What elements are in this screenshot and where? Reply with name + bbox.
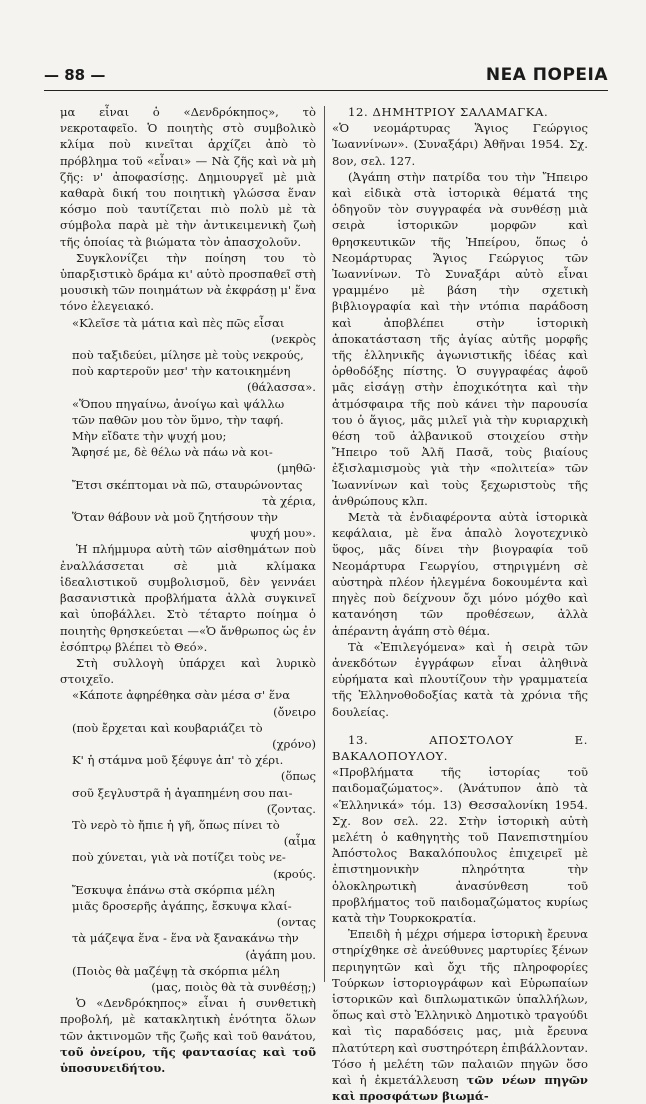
poem-line-continuation: (ζοντας.	[266, 801, 316, 816]
poem-line: Κ' ἡ στάμνα μοῦ ξέφυγε ἀπ' τὸ χέρι.	[72, 753, 284, 768]
poem-quote-2	[60, 396, 316, 542]
poem-line-continuation: (αἷμα	[283, 834, 316, 849]
poem-line: τῶν παθῶν μου τὸν ὕμνο, τὴν ταφή.	[72, 412, 284, 427]
poem-line: (ποὺ ἔρχεται καὶ κουβαριάζει τὸ	[72, 720, 263, 735]
poem-line: Μὴν εἴδατε τὴν ψυχή μου;	[72, 429, 227, 444]
poem-line-continuation: (ὅπως	[280, 769, 316, 784]
poem-line: Ἔσκυψα ἐπάνω στὰ σκόρπια μέλη	[72, 882, 275, 897]
poem-line: Ἔτσι σκέπτομαι νὰ πῶ, σταυρώνοντας	[72, 477, 303, 492]
paragraph: Στὴ συλλογὴ ὑπάρχει καὶ λυρικὸ στοιχεῖο.	[60, 655, 316, 687]
paragraph: Συγκλονίζει τὴν ποίηση του τὸ ὑπαρξιστικὸ δράμα κι' αὐτὸ προσπαθεῖ στὴ μουσικὴ τῶν ποιημάτων νὰ ἐκφράσῃ μ' ἕνα τόνο ἐλεγειακό.	[60, 250, 316, 314]
paragraph-text-bold: τοῦ ὀνείρου, τῆς φαντασίας καὶ τοῦ ὑποσυνειδήτου.	[60, 1044, 316, 1075]
poem-line-continuation: (νεκρὸς	[270, 331, 316, 346]
poem-line: ποὺ καρτεροῦν μεσ' τὴν κατοικημένη	[72, 364, 291, 379]
journal-title: ΝΕΑ ΠΟΡΕΙΑ	[485, 65, 608, 85]
paragraph-text-bold: τῶν νέων πηγῶν καὶ προσφάτων βιωμά-	[332, 1072, 588, 1104]
poem-line-continuation: (θάλασσα».	[247, 380, 316, 395]
poem-line-continuation: (οντας	[276, 915, 316, 930]
entry-heading-13: 13. ΑΠΟΣΤΟΛΟΥ Ε. ΒΑΚΑΛΟΠΟΥΛΟΥ.	[332, 732, 588, 763]
poem-quote-3	[60, 687, 316, 995]
paragraph: μα εἶναι ὁ «Δενδρόκηπος», τὸ νεκροταφεῖο. Ὁ ποιητὴς στὸ συμβολικὸ κλίμα ποὺ κινεῖται ἀρχίζει ἀπὸ τὸ πρόβλημα τοῦ «εἶναι» — Νὰ ζῆς καὶ νὰ μὴ ζῆς: ν' ἀποφασίσῃς. Δημιουργεῖ μὲ μιὰ καθαρὰ δική του ποιητικὴ γλώσσα ἕναν κόσμο ποὺ ταυτίζεται πιὸ πολὺ μὲ τὰ σύμβολα παρὰ μὲ τὴν ἀντικειμενικὴ ζωὴ τῆς ὁποίας τὰ βιώματα τὸν ἀπασχολοῦν.	[60, 105, 316, 249]
column-divider	[324, 106, 325, 982]
paragraph-text: Ὁ «Δενδρόκηπος» εἶναι ἡ συνθετικὴ προβολή, μὲ κατακλητικὴ ἑνότητα ὅλων τῶν ἀκτινομῶν τῆς ζωῆς καὶ τοῦ θανάτου,	[60, 996, 316, 1043]
poem-line-continuation: (μηθῶ·	[276, 461, 316, 476]
poem-line: τὰ μάζεψα ἕνα - ἕνα νὰ ξανακάνω τὴν	[72, 931, 299, 946]
poem-line: μιᾶς δροσερῆς ἀγάπης, ἔσκυψα κλαί-	[72, 898, 292, 913]
poem-line-continuation: (ἀγάπη μου.	[245, 947, 316, 962]
poem-line: Τὸ νερὸ τὸ ἤπιε ἡ γῆ, ὅπως πίνει τὸ	[72, 817, 280, 832]
entry-citation: «Ὁ νεομάρτυρας Ἅγιος Γεώργιος Ἰωαννίνων». (Συναξάρι) Ἀθῆναι 1954. Σχ. 8ον, σελ. 127.	[332, 121, 588, 168]
paragraph: Ἡ πλήμμυρα αὐτὴ τῶν αἰσθημάτων ποὺ ἐναλλάσσεται σὲ μιὰ κλίμακα ἰδεαλιστικοῦ συμβολισμοῦ, δὲν γεννάει βασανιστικὰ προβλήματα ἀλλὰ συγκινεῖ καὶ ὑποβάλλει. Στὸ τέταρτο ποίημα ὁ ποιητὴς θρησκεύεται —«Ὁ ἄνθρωπος ὡς ἐν ἐσόπτρῳ βλέπει τὸ Θεό».	[60, 542, 316, 654]
page-number: — 88 —	[44, 66, 106, 84]
poem-line-continuation: (μας, ποιὸς θὰ τὰ συνθέσῃ;)	[151, 979, 316, 994]
closing-paragraph	[332, 926, 588, 1104]
paragraph: Τὰ «Ἐπιλεγόμενα» καὶ ἡ σειρὰ τῶν ἀνεκδότων ἐγγράφων εἶναι ἀληθινὰ εὑρήματα καὶ πλουτίζουν τὴν γραμματεία τῆς Ἑλληνοθοδοξίας κατὰ τὰ χρόνια τῆς δουλείας.	[332, 639, 588, 719]
running-head	[44, 64, 608, 91]
poem-line: σοῦ ξεγλυστρᾶ ἡ ἀγαπημένη σου παι-	[72, 785, 293, 800]
closing-paragraph	[60, 995, 316, 1076]
poem-line: ποὺ ταξιδεύει, μίλησε μὲ τοὺς νεκρούς,	[72, 348, 304, 363]
poem-line: «Κλεῖσε τὰ μάτια καὶ πὲς πῶς εἶσαι	[72, 315, 285, 330]
poem-line: (Ποιὸς θὰ μαζέψῃ τὰ σκόρπια μέλη	[72, 963, 280, 978]
spacer	[332, 720, 588, 732]
entry-citation: «Προβλήματα τῆς ἱστορίας τοῦ παιδομαζώματος». (Ἀνάτυπον ἀπὸ τὰ «Ἑλληνικά» τόμ. 13) Θεσσαλονίκη 1954. Σχ. 8ον σελ. 22. Στὴν ἱστορικὴ αὐτὴ μελέτη ὁ καθηγητὴς τοῦ Πανεπιστημίου Ἀπόστολος Βακαλόπουλος ἐπιχειρεῖ μὲ ἐπιστημονικὴν πληρότητα τὴν ὁλοκληρωτικὴ ἀνασύνθεση τοῦ προβλήματος τοῦ παιδομαζώματος κυρίως κατὰ τὴν Τουρκοκρατία.	[332, 765, 588, 925]
left-column	[60, 104, 316, 1076]
entry-heading-12: 12. ΔΗΜΗΤΡΙΟΥ ΣΑΛΑΜΑΓΚΑ.	[348, 105, 549, 119]
poem-line-continuation: ψυχή μου».	[249, 526, 316, 541]
poem-line: «Ὅπου πηγαίνω, ἀνοίγω καὶ ψάλλω	[72, 396, 285, 411]
paragraph-text: Ἐπειδὴ ἡ μέχρι σήμερα ἱστορικὴ ἔρευνα στηρίχθηκε σὲ ἀνεύθυνες μαρτυρίες ξένων περιηγητῶν καὶ ὄχι τῆς πληροφορίες Τούρκων ἱστοριογράφων καὶ Εὐρωπαίων ἱστορικῶν καὶ διπλωματικῶν ὑπαλλήλων, ὅπως καὶ στὸ Ἑλληνικὸ Δημοτικὸ τραγούδι καὶ τὶς παραδόσεις μας, μιὰ ἔρευνα πλατύτερη καὶ συστηρότερη ἐπιβάλλονταν. Τόσο ἡ μελέτη τῶν παλαιῶν πηγῶν ὅσο καὶ ἡ ἐκμετάλλευση	[332, 927, 588, 1087]
poem-line-continuation: τὰ χέρια,	[262, 493, 316, 508]
right-column	[332, 104, 588, 1104]
poem-line: Ἄφησέ με, δὲ θέλω νὰ πάω νὰ κοι-	[72, 445, 273, 460]
poem-line-continuation: (χρόνο)	[272, 736, 316, 751]
paragraph: (Ἀγάπη στὴν πατρίδα του τὴν Ἤπειρο καὶ εἰδικὰ στὰ ἱστορικὰ θέματά της ὁδηγοῦν τὸν συγγραφέα νὰ συνθέσῃ μιὰ σειρὰ ἱστορικῶν μορφῶν καὶ θρησκευτικῶν τῆς Ἠπείρου, ὅπως ὁ Νεομάρτυρας Ἅγιος Γεώργιος τῶν Ἰωαννίνων. Τὸ Συναξάρι αὐτὸ εἶναι γραμμένο μὲ βάση τὴν σχετικὴ βιβλιογραφία καὶ τὴν ντόπια παράδοση καὶ ἀποβλέπει στὴν ἱστορικὴ ἀποκατάσταση τῆς ἁγίας αὐτῆς μορφῆς τῆς ἑλληνικῆς ἀγωνιστικῆς ἰδέας καὶ ὀρθοδόξης πίστης. Ὁ συγγραφέας ἀφοῦ μᾶς εἰσάγῃ στὴν ἐποχικότητα καὶ τὴν ἀτμόσφαιρα τῆς ποὺ κάνει τὴν παρουσία του ὁ ἅγιος, μᾶς μιλεῖ γιὰ τὴν κυριαρχικὴ θέση τοῦ ἀλβανικοῦ στοιχείου στὴν Ἤπειρο τοῦ Ἀλῆ Πασᾶ, τοὺς βιαίους ἐξισλαμισμοὺς γιὰ τὴν «πολιτεία» τῶν Ἰωαννίνων καὶ τοὺς ξεχωριστοὺς τῆς ἀνθρώπους κλπ.	[332, 169, 588, 508]
poem-line: ποὺ χύνεται, γιὰ νὰ ποτίζει τοὺς νε-	[72, 850, 286, 865]
poem-line: Ὅταν θάβουν νὰ μοῦ ζητήσουν τὴν	[72, 510, 278, 525]
poem-line: «Κάποτε ἀφηρέθηκα σὰν μέσα σ' ἕνα	[72, 688, 291, 703]
poem-line-continuation: (κρούς.	[273, 866, 316, 881]
paragraph: Μετὰ τὰ ἐνδιαφέροντα αὐτὰ ἱστορικὰ κεφάλαια, μὲ ἕνα ἁπαλὸ λογοτεχνικὸ ὕφος, μᾶς δίνει τὴν βιογραφία τοῦ Νεομάρτυρα Γεωργίου, στηριγμένη σὲ αὐστηρὰ πλέον ἠλεγμένα δοκουμέντα καὶ πηγὲς ποὺ δείχνουν ὄχι μόνο μόχθο καὶ κατανόηση τῶν προθέσεων, ἀλλὰ ἀπέραντη ἀγάπη στὸ θέμα.	[332, 510, 588, 638]
poem-line-continuation: (ὄνειρο	[273, 704, 316, 719]
poem-quote-1	[60, 315, 316, 396]
